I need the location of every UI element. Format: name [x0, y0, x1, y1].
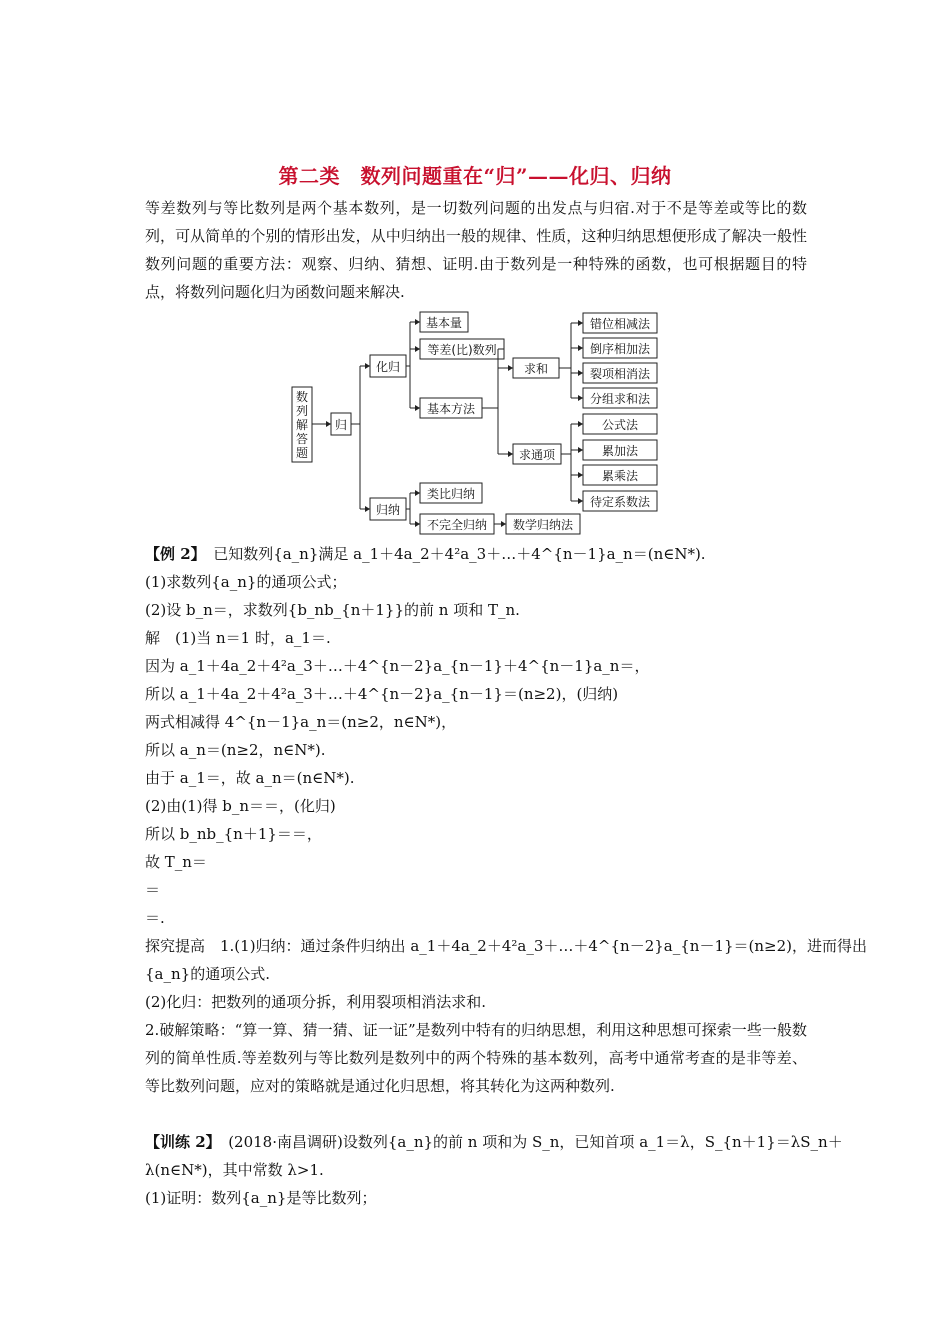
line-10: (2)由(1)得 b_n＝＝，(化归)	[145, 797, 336, 815]
training-text: (2018·南昌调研)设数列{a_n}的前 n 项和为 S_n，已知首项 a_1＝λ，S_{n＋1}＝λS_n＋	[228, 1133, 843, 1151]
label-jibenfangfa: 基本方法	[426, 402, 476, 416]
training-line-3: (1)证明：数列{a_n}是等比数列；	[145, 1189, 377, 1207]
label-jibenliang: 基本量	[425, 316, 463, 330]
label-daiding: 待定系数法	[589, 495, 651, 509]
line-8: 所以 a_n＝(n≥2，n∈N*).	[145, 741, 326, 759]
example-line-1	[145, 540, 810, 568]
line-9: 由于 a_1＝，故 a_n＝(n∈N*).	[145, 769, 355, 787]
line-11: 所以 b_nb_{n＋1}＝＝，	[145, 825, 322, 843]
line-5: 因为 a_1＋4a_2＋4²a_3＋…＋4^{n－2}a_{n－1}＋4^{n－1}a_n＝，	[145, 657, 650, 675]
training-label: 【训练 2】	[145, 1133, 214, 1151]
line-3: (2)设 b_n＝，求数列{b_nb_{n＋1}}的前 n 项和 T_n.	[145, 601, 520, 619]
line-12: 故 T_n＝	[145, 853, 207, 871]
label-shuxue: 数学归纳法	[512, 518, 574, 532]
label-leijia: 累加法	[601, 444, 639, 458]
label-gui: 归	[334, 418, 348, 432]
label-leibi: 类比归纳	[426, 487, 476, 501]
label-root: 数列解答题	[295, 390, 309, 460]
line-2: (1)求数列{a_n}的通项公式；	[145, 573, 347, 591]
label-huagui: 化归	[375, 360, 401, 374]
label-fenzu: 分组求和法	[589, 392, 651, 406]
section-title: 第二类 数列问题重在“归”——化归、归纳	[278, 164, 672, 188]
line-13: ＝	[145, 881, 161, 899]
line-14: ＝.	[145, 909, 165, 927]
strategy-paragraph: 2.破解策略：“算一算、猜一猜、证一证”是数列中特有的归纳思想，利用这种思想可探索一些一般数列的简单性质.等差数列与等比数列是数列中的两个特殊的基本数列，高考中通常考查的是非等差、等比数列问题，应对的策略就是通过化归思想，将其转化为这两种数列.	[145, 1021, 807, 1095]
label-qiutongxiang: 求通项	[518, 448, 556, 462]
label-buwanquan: 不完全归纳	[426, 518, 488, 532]
example-label: 【例 2】	[145, 545, 199, 563]
line-6: 所以 a_1＋4a_2＋4²a_3＋…＋4^{n－2}a_{n－1}＝(n≥2)，(归纳)	[145, 685, 619, 703]
label-cuowei: 错位相减法	[589, 317, 651, 331]
label-liexiang: 裂项相消法	[589, 367, 651, 381]
label-daoxu: 倒序相加法	[589, 342, 651, 356]
label-qiuhe: 求和	[523, 362, 549, 376]
label-gongshi: 公式法	[601, 418, 639, 432]
training-line-2: λ(n∈N*)，其中常数 λ>1.	[145, 1161, 324, 1179]
line-15: 探究提高 1.(1)归纳：通过条件归纳出 a_1＋4a_2＋4²a_3＋…＋4^{n－2}a_{n－1}＝(n≥2)，进而得出	[145, 937, 868, 955]
line-7: 两式相减得 4^{n－1}a_n＝(n≥2，n∈N*)，	[145, 713, 457, 731]
training-line-1	[145, 1128, 843, 1156]
intro-paragraph: 等差数列与等比数列是两个基本数列，是一切数列问题的出发点与归宿.对于不是等差或等比的数列，可从简单的个别的情形出发，从中归纳出一般的规律、性质，这种归纳思想便形成了解决一般性数列问题的重要方法：观察、归纳、猜想、证明.由于数列是一种特殊的函数，也可根据题目的特点，将数列问题化归为函数问题来解决.	[145, 199, 807, 301]
line-17: (2)化归：把数列的通项分拆，利用裂项相消法求和.	[145, 993, 487, 1011]
label-leicheng: 累乘法	[601, 469, 639, 483]
line-4: 解 (1)当 n＝1 时，a_1＝.	[145, 629, 331, 647]
line-16: {a_n}的通项公式.	[145, 965, 270, 983]
example-text: 已知数列{a_n}满足 a_1＋4a_2＋4²a_3＋…＋4^{n－1}a_n＝(n∈N*).	[213, 545, 706, 563]
label-dengcha: 等差(比)数列	[427, 343, 497, 357]
label-guina: 归纳	[375, 503, 401, 517]
